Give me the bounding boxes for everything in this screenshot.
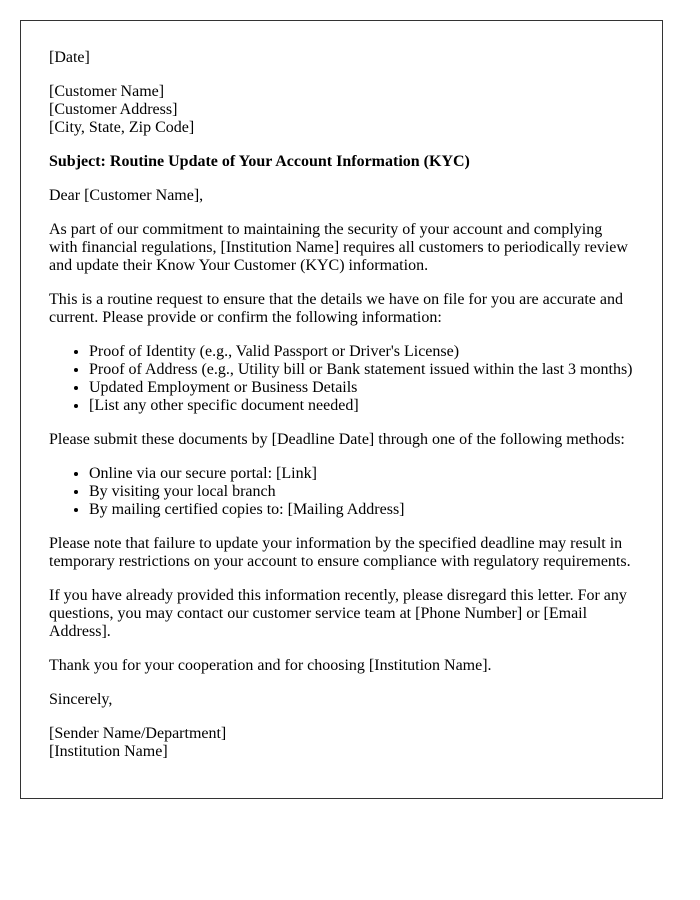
list-item: • By mailing certified copies to: [Mailing Address] xyxy=(89,501,634,519)
sender-name: [Sender Name/Department] xyxy=(49,725,227,742)
list-item: • [List any other specific document needed] xyxy=(89,397,634,415)
paragraph-submit: Please submit these documents by [Deadline Date] through one of the following methods: xyxy=(49,431,625,448)
list-item: • Online via our secure portal: [Link] xyxy=(89,465,634,483)
list-item: • By visiting your local branch xyxy=(89,483,634,501)
closing: Sincerely, xyxy=(49,691,113,708)
recipient-address-block xyxy=(49,83,634,137)
list-item: • Proof of Address (e.g., Utility bill or Bank statement issued within the last 3 months) xyxy=(89,361,634,379)
paragraph-request: This is a routine request to ensure that the details we have on file for you are accurate and current. Please provide or confirm the following information: xyxy=(49,291,623,326)
paragraph-intro: As part of our commitment to maintaining the security of your account and complying with financial regulations, [Institution Name] requires all customers to periodically review and update their Know Your Customer (KYC) information. xyxy=(49,221,628,274)
subject-line xyxy=(49,153,634,171)
salutation: Dear [Customer Name], xyxy=(49,187,204,204)
list-item: • Updated Employment or Business Details xyxy=(89,379,634,397)
signature-block xyxy=(49,725,634,761)
sender-institution: [Institution Name] xyxy=(49,743,168,760)
paragraph-notice: Please note that failure to update your information by the specified deadline may result in temporary restrictions on your account to ensure compliance with regulatory requirements. xyxy=(49,535,631,570)
paragraph-thanks: Thank you for your cooperation and for choosing [Institution Name]. xyxy=(49,657,492,674)
subject-text: Subject: Routine Update of Your Account Information (KYC) xyxy=(49,153,470,170)
date: [Date] xyxy=(49,49,90,66)
methods-list xyxy=(49,465,634,519)
letter xyxy=(20,20,663,799)
recipient-name: [Customer Name] xyxy=(49,83,165,100)
recipient-city: [City, State, Zip Code] xyxy=(49,119,195,136)
documents-list xyxy=(49,343,634,415)
paragraph-contact: If you have already provided this information recently, please disregard this letter. For any questions, you may contact our customer service team at [Phone Number] or [Email Address]. xyxy=(49,587,627,640)
recipient-address: [Customer Address] xyxy=(49,101,178,118)
list-item: • Proof of Identity (e.g., Valid Passport or Driver's License) xyxy=(89,343,634,361)
